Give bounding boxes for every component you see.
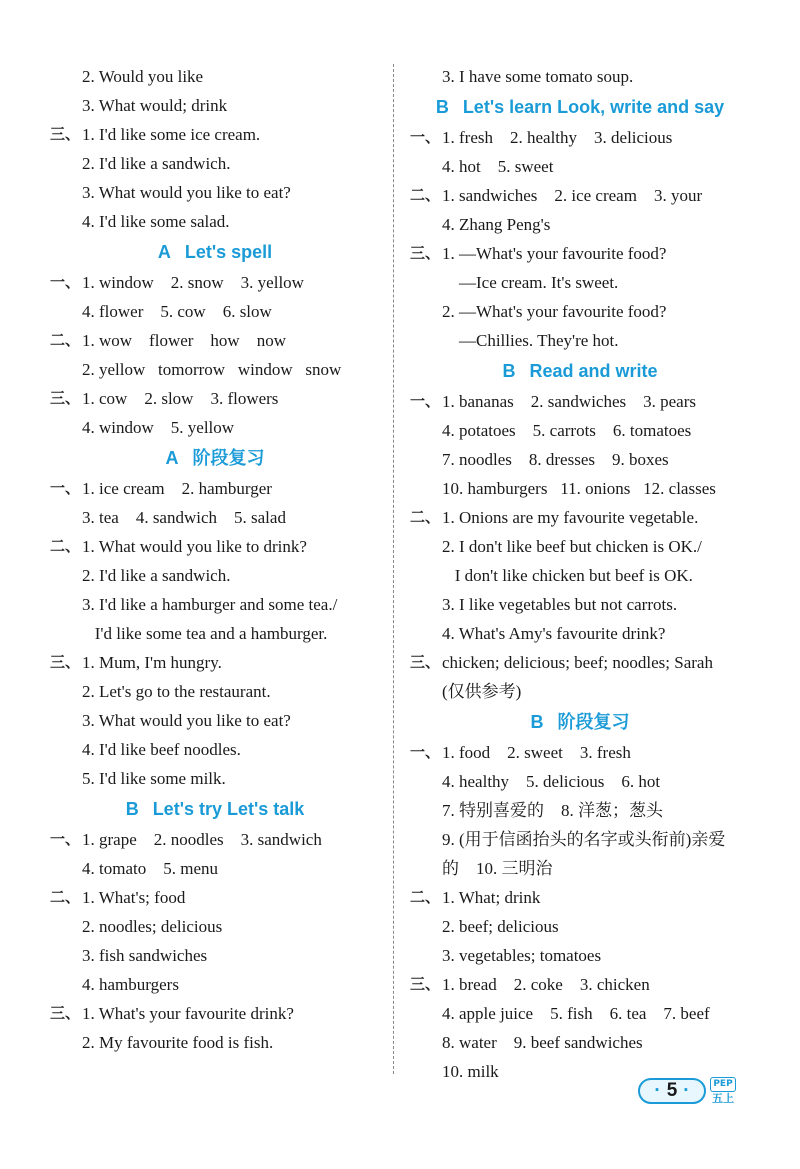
- answer-text: 2. Let's go to the restaurant.: [82, 682, 271, 701]
- answer-text: chicken; delicious; beef; noodles; Sarah: [442, 653, 713, 672]
- answer-text: 7. 特别喜爱的 8. 洋葱；葱头: [442, 801, 663, 820]
- question-number-mark: 二、: [50, 888, 81, 906]
- answer-text: —Chillies. They're hot.: [442, 331, 619, 350]
- answer-text: 的 10. 三明治: [442, 859, 553, 878]
- section-heading: [410, 706, 750, 738]
- answer-text: 3. What would you like to eat?: [82, 711, 291, 730]
- answer-text: 4. apple juice 5. fish 6. tea 7. beef: [442, 1004, 710, 1023]
- answer-text: 1. cow 2. slow 3. flowers: [82, 389, 279, 408]
- answer-line: [410, 152, 750, 181]
- question-number-mark: 一、: [50, 479, 81, 497]
- answer-line: [50, 561, 380, 590]
- answer-text: 4. I'd like some salad.: [82, 212, 230, 231]
- answer-line: [50, 207, 380, 236]
- section-heading-title: Let's learn Look, write and say: [462, 97, 725, 117]
- answer-line: [50, 648, 380, 677]
- section-heading-title: Let's try Let's talk: [152, 799, 305, 819]
- answer-line: [50, 590, 380, 619]
- page-number: 5: [666, 1080, 678, 1101]
- answer-line: [50, 149, 380, 178]
- answer-line: [410, 970, 750, 999]
- answer-text: 9. (用于信函抬头的名字或头衔前)亲爱: [442, 830, 726, 849]
- answer-text: 1. I'd like some ice cream.: [82, 125, 261, 144]
- answer-text: 1. sandwiches 2. ice cream 3. your: [442, 186, 703, 205]
- answer-line: [410, 445, 750, 474]
- section-heading: [50, 442, 380, 474]
- section-heading-letter: B: [125, 799, 139, 819]
- question-number-mark: 三、: [50, 653, 81, 671]
- section-heading-title: 阶段复习: [557, 712, 630, 732]
- answer-text: 2. My favourite food is fish.: [82, 1033, 274, 1052]
- answer-text: —Ice cream. It's sweet.: [442, 273, 619, 292]
- column-divider: [393, 64, 394, 1074]
- answer-text: 2. I'd like a sandwich.: [82, 154, 231, 173]
- answer-line: [410, 883, 750, 912]
- answer-text: 3. I have some tomato soup.: [442, 67, 634, 86]
- answer-line: [410, 532, 750, 561]
- answer-text: 4. What's Amy's favourite drink?: [442, 624, 666, 643]
- answer-text: 7. noodles 8. dresses 9. boxes: [442, 450, 669, 469]
- answer-line: [50, 999, 380, 1028]
- answer-text: 2. Would you like: [82, 67, 204, 86]
- answer-text: 3. I like vegetables but not carrots.: [442, 595, 678, 614]
- answer-line: [410, 619, 750, 648]
- answer-line: [410, 1028, 750, 1057]
- answer-text: 1. ice cream 2. hamburger: [82, 479, 272, 498]
- answer-text: 1. What's; food: [82, 888, 186, 907]
- section-heading-title: 阶段复习: [192, 448, 265, 468]
- answer-text: 4. I'd like beef noodles.: [82, 740, 241, 759]
- answer-text: 4. hot 5. sweet: [442, 157, 554, 176]
- answer-line: [410, 416, 750, 445]
- answer-text: 2. beef; delicious: [442, 917, 559, 936]
- answer-line: [50, 912, 380, 941]
- answer-line: [410, 268, 750, 297]
- answer-line: [410, 561, 750, 590]
- answer-text: 3. What would; drink: [82, 96, 228, 115]
- answer-line: [50, 474, 380, 503]
- answer-text: 1. Mum, I'm hungry.: [82, 653, 222, 672]
- answer-text: 1. wow flower how now: [82, 331, 286, 350]
- answer-text: 1. window 2. snow 3. yellow: [82, 273, 304, 292]
- answer-line: [410, 941, 750, 970]
- answer-text: 10. hamburgers 11. onions 12. classes: [442, 479, 716, 498]
- answer-line: [410, 648, 750, 677]
- page-number-badge: [638, 1077, 738, 1105]
- answer-line: [410, 297, 750, 326]
- answer-line: [410, 387, 750, 416]
- answer-line: [410, 503, 750, 532]
- question-number-mark: 二、: [410, 508, 441, 526]
- answer-text: 2. yellow tomorrow window snow: [82, 360, 342, 379]
- edition-tag: [710, 1077, 736, 1105]
- answer-text: 1. What; drink: [442, 888, 541, 907]
- answer-line: [50, 735, 380, 764]
- answer-text: 1. —What's your favourite food?: [442, 244, 667, 263]
- answer-text: 4. hamburgers: [82, 975, 179, 994]
- answer-line: [410, 590, 750, 619]
- section-heading-letter: B: [530, 712, 544, 732]
- answer-line: [50, 941, 380, 970]
- answer-text: I don't like chicken but beef is OK.: [442, 566, 693, 585]
- answer-line: [50, 854, 380, 883]
- section-heading-letter: B: [502, 361, 516, 381]
- answer-line: [50, 503, 380, 532]
- question-number-mark: 二、: [410, 186, 441, 204]
- answer-line: [410, 677, 750, 706]
- answer-text: 1. bananas 2. sandwiches 3. pears: [442, 392, 696, 411]
- answer-text: 4. window 5. yellow: [82, 418, 235, 437]
- answer-text: 4. Zhang Peng's: [442, 215, 551, 234]
- question-number-mark: 一、: [410, 128, 441, 146]
- answer-line: [50, 355, 380, 384]
- left-column: [50, 62, 380, 1057]
- question-number-mark: 三、: [410, 244, 441, 262]
- answer-text: 5. I'd like some milk.: [82, 769, 226, 788]
- answer-line: [50, 62, 380, 91]
- section-heading-title: Let's spell: [184, 242, 273, 262]
- question-number-mark: 一、: [410, 743, 441, 761]
- answer-text: 3. tea 4. sandwich 5. salad: [82, 508, 286, 527]
- answer-line: [50, 619, 380, 648]
- answer-line: [410, 62, 750, 91]
- answer-line: [50, 268, 380, 297]
- answer-line: [410, 738, 750, 767]
- question-number-mark: 一、: [50, 273, 81, 291]
- answer-text: 3. I'd like a hamburger and some tea./: [82, 595, 338, 614]
- question-number-mark: 一、: [410, 392, 441, 410]
- answer-line: [410, 474, 750, 503]
- question-number-mark: 三、: [410, 975, 441, 993]
- answer-text: 1. What would you like to drink?: [82, 537, 307, 556]
- answer-text: 4. healthy 5. delicious 6. hot: [442, 772, 661, 791]
- section-heading-title: Read and write: [529, 361, 658, 381]
- answer-text: 4. potatoes 5. carrots 6. tomatoes: [442, 421, 692, 440]
- answer-line: [410, 239, 750, 268]
- question-number-mark: 二、: [50, 331, 81, 349]
- question-number-mark: 二、: [50, 537, 81, 555]
- section-heading: [410, 91, 750, 123]
- answer-line: [410, 210, 750, 239]
- answer-text: 2. I'd like a sandwich.: [82, 566, 231, 585]
- answer-text: 1. food 2. sweet 3. fresh: [442, 743, 631, 762]
- answer-line: [50, 1028, 380, 1057]
- answer-line: [50, 120, 380, 149]
- answer-text: 3. vegetables; tomatoes: [442, 946, 602, 965]
- edition-tag-bottom: 五上: [712, 1092, 734, 1105]
- answer-text: 4. tomato 5. menu: [82, 859, 218, 878]
- section-heading-letter: A: [165, 448, 179, 468]
- section-heading: [410, 355, 750, 387]
- section-heading-letter: B: [435, 97, 449, 117]
- answer-text: I'd like some tea and a hamburger.: [82, 624, 328, 643]
- answer-text: 10. milk: [442, 1062, 499, 1081]
- question-number-mark: 一、: [50, 830, 81, 848]
- answer-line: [50, 326, 380, 355]
- question-number-mark: 二、: [410, 888, 441, 906]
- answer-line: [410, 123, 750, 152]
- answer-line: [410, 854, 750, 883]
- answer-text: 3. What would you like to eat?: [82, 183, 291, 202]
- answer-line: [50, 883, 380, 912]
- question-number-mark: 三、: [410, 653, 441, 671]
- answer-line: [410, 825, 750, 854]
- answer-line: [50, 297, 380, 326]
- answer-line: [50, 825, 380, 854]
- edition-tag-top: PEP: [710, 1077, 736, 1092]
- answer-text: 4. flower 5. cow 6. slow: [82, 302, 272, 321]
- answer-line: [50, 677, 380, 706]
- answer-text: 2. noodles; delicious: [82, 917, 223, 936]
- answer-text: 8. water 9. beef sandwiches: [442, 1033, 643, 1052]
- answer-line: [50, 384, 380, 413]
- answer-line: [410, 181, 750, 210]
- answer-text: 2. —What's your favourite food?: [442, 302, 667, 321]
- section-heading: [50, 793, 380, 825]
- right-column: [410, 62, 750, 1086]
- answer-text: 1. bread 2. coke 3. chicken: [442, 975, 650, 994]
- answer-line: [410, 796, 750, 825]
- answer-text: 1. What's your favourite drink?: [82, 1004, 294, 1023]
- question-number-mark: 三、: [50, 1004, 81, 1022]
- question-number-mark: 三、: [50, 125, 81, 143]
- page-number-pill: · 5 ·: [638, 1078, 706, 1104]
- answer-text: 2. I don't like beef but chicken is OK./: [442, 537, 702, 556]
- answer-line: [50, 706, 380, 735]
- answer-line: [50, 532, 380, 561]
- answer-text: 3. fish sandwiches: [82, 946, 208, 965]
- answer-line: [410, 999, 750, 1028]
- answer-line: [410, 326, 750, 355]
- answer-text: 1. fresh 2. healthy 3. delicious: [442, 128, 673, 147]
- answer-line: [50, 764, 380, 793]
- question-number-mark: 三、: [50, 389, 81, 407]
- answer-line: [50, 970, 380, 999]
- answer-text: (仅供参考): [442, 682, 522, 701]
- answer-line: [50, 413, 380, 442]
- answer-line: [410, 912, 750, 941]
- answer-text: 1. Onions are my favourite vegetable.: [442, 508, 699, 527]
- answer-line: [410, 767, 750, 796]
- answer-line: [50, 178, 380, 207]
- section-heading-letter: A: [157, 242, 171, 262]
- answer-text: 1. grape 2. noodles 3. sandwich: [82, 830, 322, 849]
- answer-line: [50, 91, 380, 120]
- section-heading: [50, 236, 380, 268]
